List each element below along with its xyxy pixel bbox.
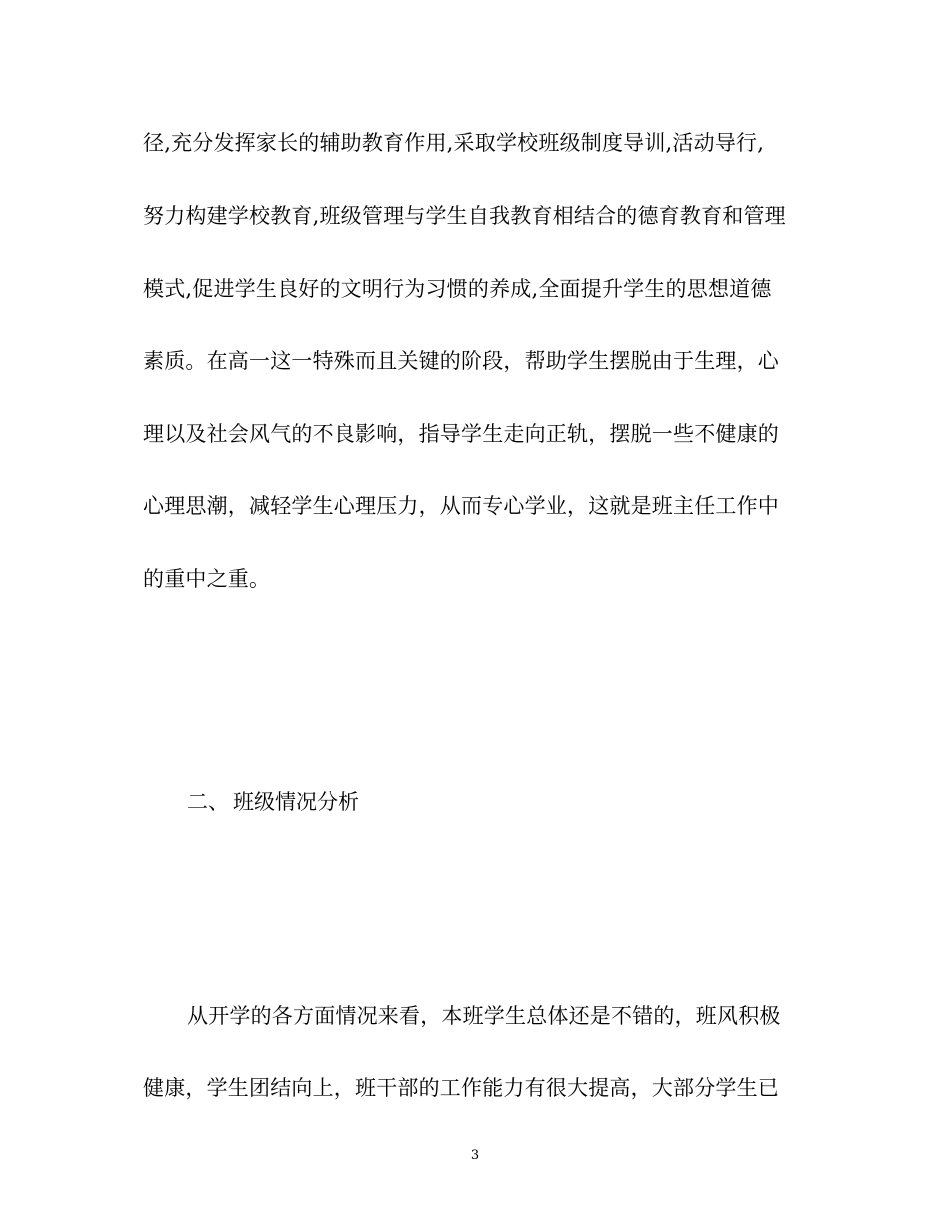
section-title: 班级情况分析 (233, 790, 359, 814)
paragraph-line: 的重中之重。 (143, 567, 271, 591)
section-number: 二、 (187, 790, 229, 814)
paragraph-line: 素质。在高一这一特殊而且关键的阶段，帮助学生摆脱由于生理，心 (143, 349, 779, 373)
section-heading (187, 787, 359, 817)
paragraph-line: 努力构建学校教育,班级管理与学生自我教育相结合的德育教育和管理 (143, 204, 786, 228)
paragraph-line: 健康，学生团结向上，班干部的工作能力有很大提高，大部分学生已 (143, 1076, 779, 1100)
page-number: 3 (470, 1148, 480, 1163)
paragraph-line: 理以及社会风气的不良影响，指导学生走向正轨，摆脱一些不健康的 (143, 422, 779, 446)
paragraph-line: 径,充分发挥家长的辅助教育作用,采取学校班级制度导训,活动导行, (143, 131, 765, 155)
paragraph-line: 从开学的各方面情况来看，本班学生总体还是不错的，班风积极 (187, 1004, 781, 1028)
paragraph-line: 模式,促进学生良好的文明行为习惯的养成,全面提升学生的思想道德 (143, 277, 772, 301)
paragraph-line: 心理思潮，减轻学生心理压力，从而专心学业，这就是班主任工作中 (143, 494, 779, 518)
